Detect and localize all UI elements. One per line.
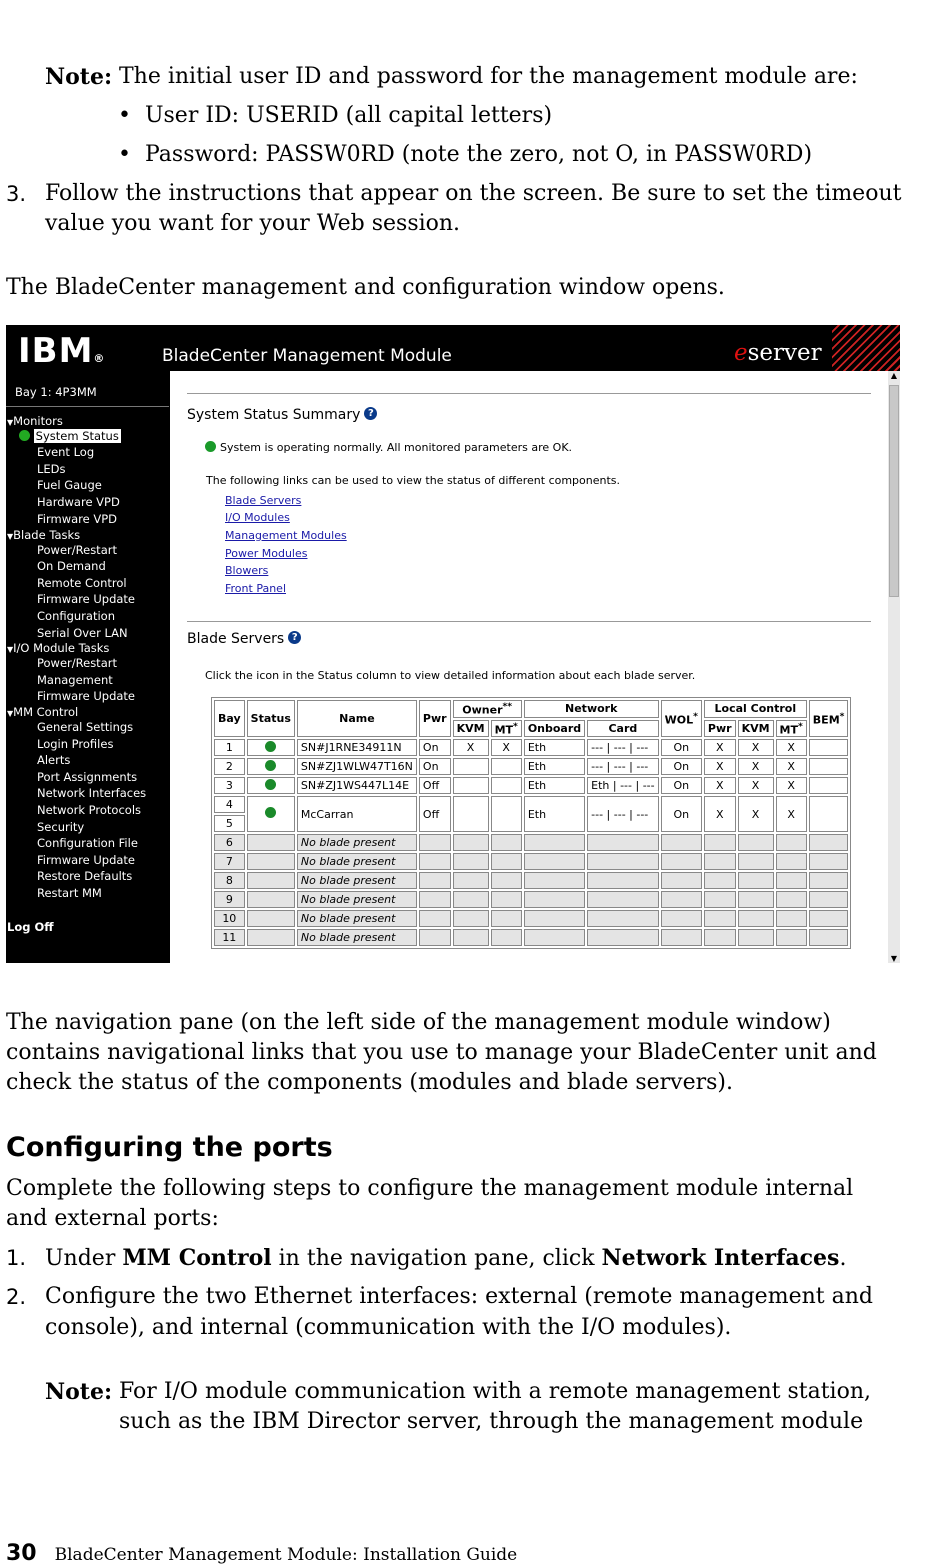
col-owner-mt: MT* [491, 720, 522, 738]
note1-text: The initial user ID and password for the management module are: [119, 64, 858, 89]
nav-paragraph-line3: check the status of the components (modules and blade servers). [6, 1070, 733, 1095]
vertical-scrollbar[interactable] [888, 371, 900, 963]
nav-item-hardware-vpd[interactable]: Hardware VPD [37, 495, 120, 509]
link-management-modules[interactable]: Management Modules [225, 529, 347, 542]
status-cell[interactable] [247, 758, 295, 775]
note1 [45, 62, 858, 93]
nav-item-network-interfaces[interactable]: Network Interfaces [37, 786, 147, 800]
section-intro-line1: Complete the following steps to configure the management module internal [6, 1176, 854, 1201]
section-heading: Configuring the ports [6, 1132, 333, 1163]
summary-intro: The following links can be used to view the status of different components. [206, 474, 621, 487]
table-row: 1 SN#J1RNE34911N On X X Eth --- | --- | --- On X X X [214, 739, 848, 756]
step1-number: 1. [6, 1246, 27, 1270]
nav-paragraph-line2: contains navigational links that you use to manage your BladeCenter unit and [6, 1040, 877, 1065]
link-power-modules[interactable]: Power Modules [225, 547, 308, 560]
nav-item-security[interactable]: Security [37, 820, 85, 834]
nav-item-leds[interactable]: LEDs [37, 462, 66, 476]
navigation-pane [6, 371, 169, 963]
status-ok-icon[interactable] [265, 741, 276, 752]
eserver-logo: eserver [734, 340, 822, 366]
opens-text: The BladeCenter management and configuration window opens. [6, 275, 725, 300]
expand-triangle-icon: ▼ [7, 645, 14, 654]
nav-item-restart-mm[interactable]: Restart MM [37, 886, 102, 900]
nav-item-port-assignments[interactable]: Port Assignments [37, 770, 138, 784]
col-local-mt: MT* [776, 720, 807, 738]
table-row-empty: 9 No blade present [214, 891, 848, 908]
system-status-summary-title: System Status Summary ? [187, 407, 377, 423]
nav-item-network-protocols[interactable]: Network Protocols [37, 803, 142, 817]
link-blade-servers[interactable]: Blade Servers [225, 494, 302, 507]
table-row-empty: 10 No blade present [214, 910, 848, 927]
nav-item-firmware-update[interactable]: Firmware Update [37, 592, 136, 606]
link-io-modules[interactable]: I/O Modules [225, 511, 290, 524]
nav-item-system-status[interactable]: System Status [19, 429, 121, 443]
status-cell[interactable] [247, 796, 295, 832]
nav-item-configuration[interactable]: Configuration [37, 609, 115, 623]
step3-number: 3. [6, 182, 27, 206]
note2-label: Note: [45, 1379, 113, 1405]
table-row-empty: 11 No blade present [214, 929, 848, 946]
step2-number: 2. [6, 1285, 27, 1309]
col-bem: BEM* [809, 700, 849, 737]
nav-item-remote-control[interactable]: Remote Control [37, 576, 127, 590]
col-network: Network [524, 700, 659, 718]
nav-item-restore-defaults[interactable]: Restore Defaults [37, 869, 133, 883]
footer-title: BladeCenter Management Module: Installation Guide [54, 1545, 518, 1565]
col-local-pwr: Pwr [704, 720, 736, 738]
bay-label: Bay 1: 4P3MM [15, 385, 97, 399]
nav-paragraph-line1: The navigation pane (on the left side of the management module window) [6, 1010, 831, 1035]
link-front-panel[interactable]: Front Panel [225, 582, 286, 595]
nav-item-login-profiles[interactable]: Login Profiles [37, 737, 114, 751]
col-owner: Owner** [453, 700, 522, 718]
page-footer [6, 1541, 517, 1566]
step3-line2: value you want for your Web session. [45, 211, 461, 236]
step1-text: Under MM Control in the navigation pane, click Network Interfaces. [45, 1245, 847, 1271]
status-ok-icon[interactable] [265, 779, 276, 790]
nav-item-alerts[interactable]: Alerts [37, 753, 71, 767]
note1-label: Note: [45, 64, 113, 90]
blade-servers-table [211, 697, 851, 949]
blade-servers-intro: Click the icon in the Status column to view detailed information about each blade server. [205, 669, 696, 682]
nav-item-mm-firmware-update[interactable]: Firmware Update [37, 853, 136, 867]
scroll-down-icon[interactable]: ▼ [890, 954, 898, 963]
nav-divider [6, 406, 169, 407]
note2-line2: such as the IBM Director server, through the management module [119, 1409, 864, 1434]
nav-group-blade-tasks[interactable]: ▼Blade Tasks [7, 528, 81, 542]
expand-triangle-icon: ▼ [7, 709, 14, 718]
help-icon[interactable]: ? [288, 631, 301, 644]
note1-bullet-2: • Password: PASSW0RD (note the zero, not O, in PASSW0RD) [118, 142, 813, 167]
col-wol: WOL* [661, 700, 702, 737]
help-icon[interactable]: ? [364, 407, 377, 420]
section-intro-line2: and external ports: [6, 1206, 219, 1231]
main-content [170, 371, 888, 963]
nav-item-firmware-vpd[interactable]: Firmware VPD [37, 512, 118, 526]
management-module-screenshot [6, 325, 900, 963]
header-bar [6, 325, 900, 371]
col-local-control: Local Control [704, 700, 807, 718]
step3-line1: Follow the instructions that appear on the screen. Be sure to set the timeout [45, 181, 902, 206]
table-row-empty: 8 No blade present [214, 872, 848, 889]
step2-line1: Configure the two Ethernet interfaces: external (remote management and [45, 1284, 873, 1309]
scrollbar-thumb[interactable] [889, 385, 899, 597]
system-status-message: System is operating normally. All monitored parameters are OK. [205, 441, 572, 454]
table-row-empty: 7 No blade present [214, 853, 848, 870]
log-off-link[interactable]: Log Off [7, 920, 54, 934]
expand-triangle-icon: ▼ [7, 418, 14, 427]
nav-item-fuel-gauge[interactable]: Fuel Gauge [37, 478, 102, 492]
nav-group-mm-control[interactable]: ▼MM Control [7, 705, 79, 719]
col-bay: Bay [214, 700, 245, 737]
col-onboard: Onboard [524, 720, 585, 738]
nav-item-io-firmware-update[interactable]: Firmware Update [37, 689, 136, 703]
col-local-kvm: KVM [738, 720, 774, 738]
col-owner-kvm: KVM [453, 720, 489, 738]
col-name: Name [297, 700, 417, 737]
nav-group-io-module-tasks[interactable]: ▼I/O Module Tasks [7, 641, 110, 655]
table-row-empty: 6 No blade present [214, 834, 848, 851]
nav-item-event-log[interactable]: Event Log [37, 445, 95, 459]
status-cell[interactable] [247, 777, 295, 794]
note2-line1: For I/O module communication with a remote management station, [119, 1379, 871, 1404]
note1-bullet-1: • User ID: USERID (all capital letters) [118, 103, 553, 128]
table-row: 3 SN#ZJ1WS447L14E Off Eth Eth | --- | --- On X X X [214, 777, 848, 794]
ibm-logo: IBM® [18, 331, 106, 371]
status-ok-icon[interactable] [265, 807, 276, 818]
table-row: 2 SN#ZJ1WLW47T16N On Eth --- | --- | --- On X X X [214, 758, 848, 775]
table-row: 5 [214, 815, 848, 832]
status-ok-icon [205, 441, 216, 452]
nav-item-io-management[interactable]: Management [37, 673, 113, 687]
decorative-stripes [832, 325, 900, 371]
blade-servers-title: Blade Servers ? [187, 631, 301, 647]
nav-item-configuration-file[interactable]: Configuration File [37, 836, 138, 850]
nav-item-serial-over-lan[interactable]: Serial Over LAN [37, 626, 128, 640]
app-title: BladeCenter Management Module [162, 346, 452, 366]
expand-triangle-icon: ▼ [7, 532, 14, 541]
status-cell[interactable] [247, 739, 295, 756]
link-blowers[interactable]: Blowers [225, 564, 269, 577]
scroll-up-icon[interactable]: ▲ [890, 371, 898, 380]
divider [187, 621, 871, 622]
status-ok-icon [19, 430, 30, 441]
table-row: 4 McCarran Off Eth --- | --- | --- On X X X [214, 796, 848, 813]
nav-item-power-restart[interactable]: Power/Restart [37, 543, 117, 557]
status-ok-icon[interactable] [265, 760, 276, 771]
nav-item-on-demand[interactable]: On Demand [37, 559, 106, 573]
nav-group-monitors[interactable]: ▼Monitors [7, 414, 63, 428]
col-status: Status [247, 700, 295, 737]
col-card: Card [587, 720, 658, 738]
nav-item-io-power-restart[interactable]: Power/Restart [37, 656, 117, 670]
divider [187, 393, 871, 394]
nav-item-general-settings[interactable]: General Settings [37, 720, 134, 734]
col-pwr: Pwr [419, 700, 451, 737]
step2-line2: console), and internal (communication with the I/O modules). [45, 1315, 732, 1340]
page-number: 30 [6, 1541, 37, 1566]
